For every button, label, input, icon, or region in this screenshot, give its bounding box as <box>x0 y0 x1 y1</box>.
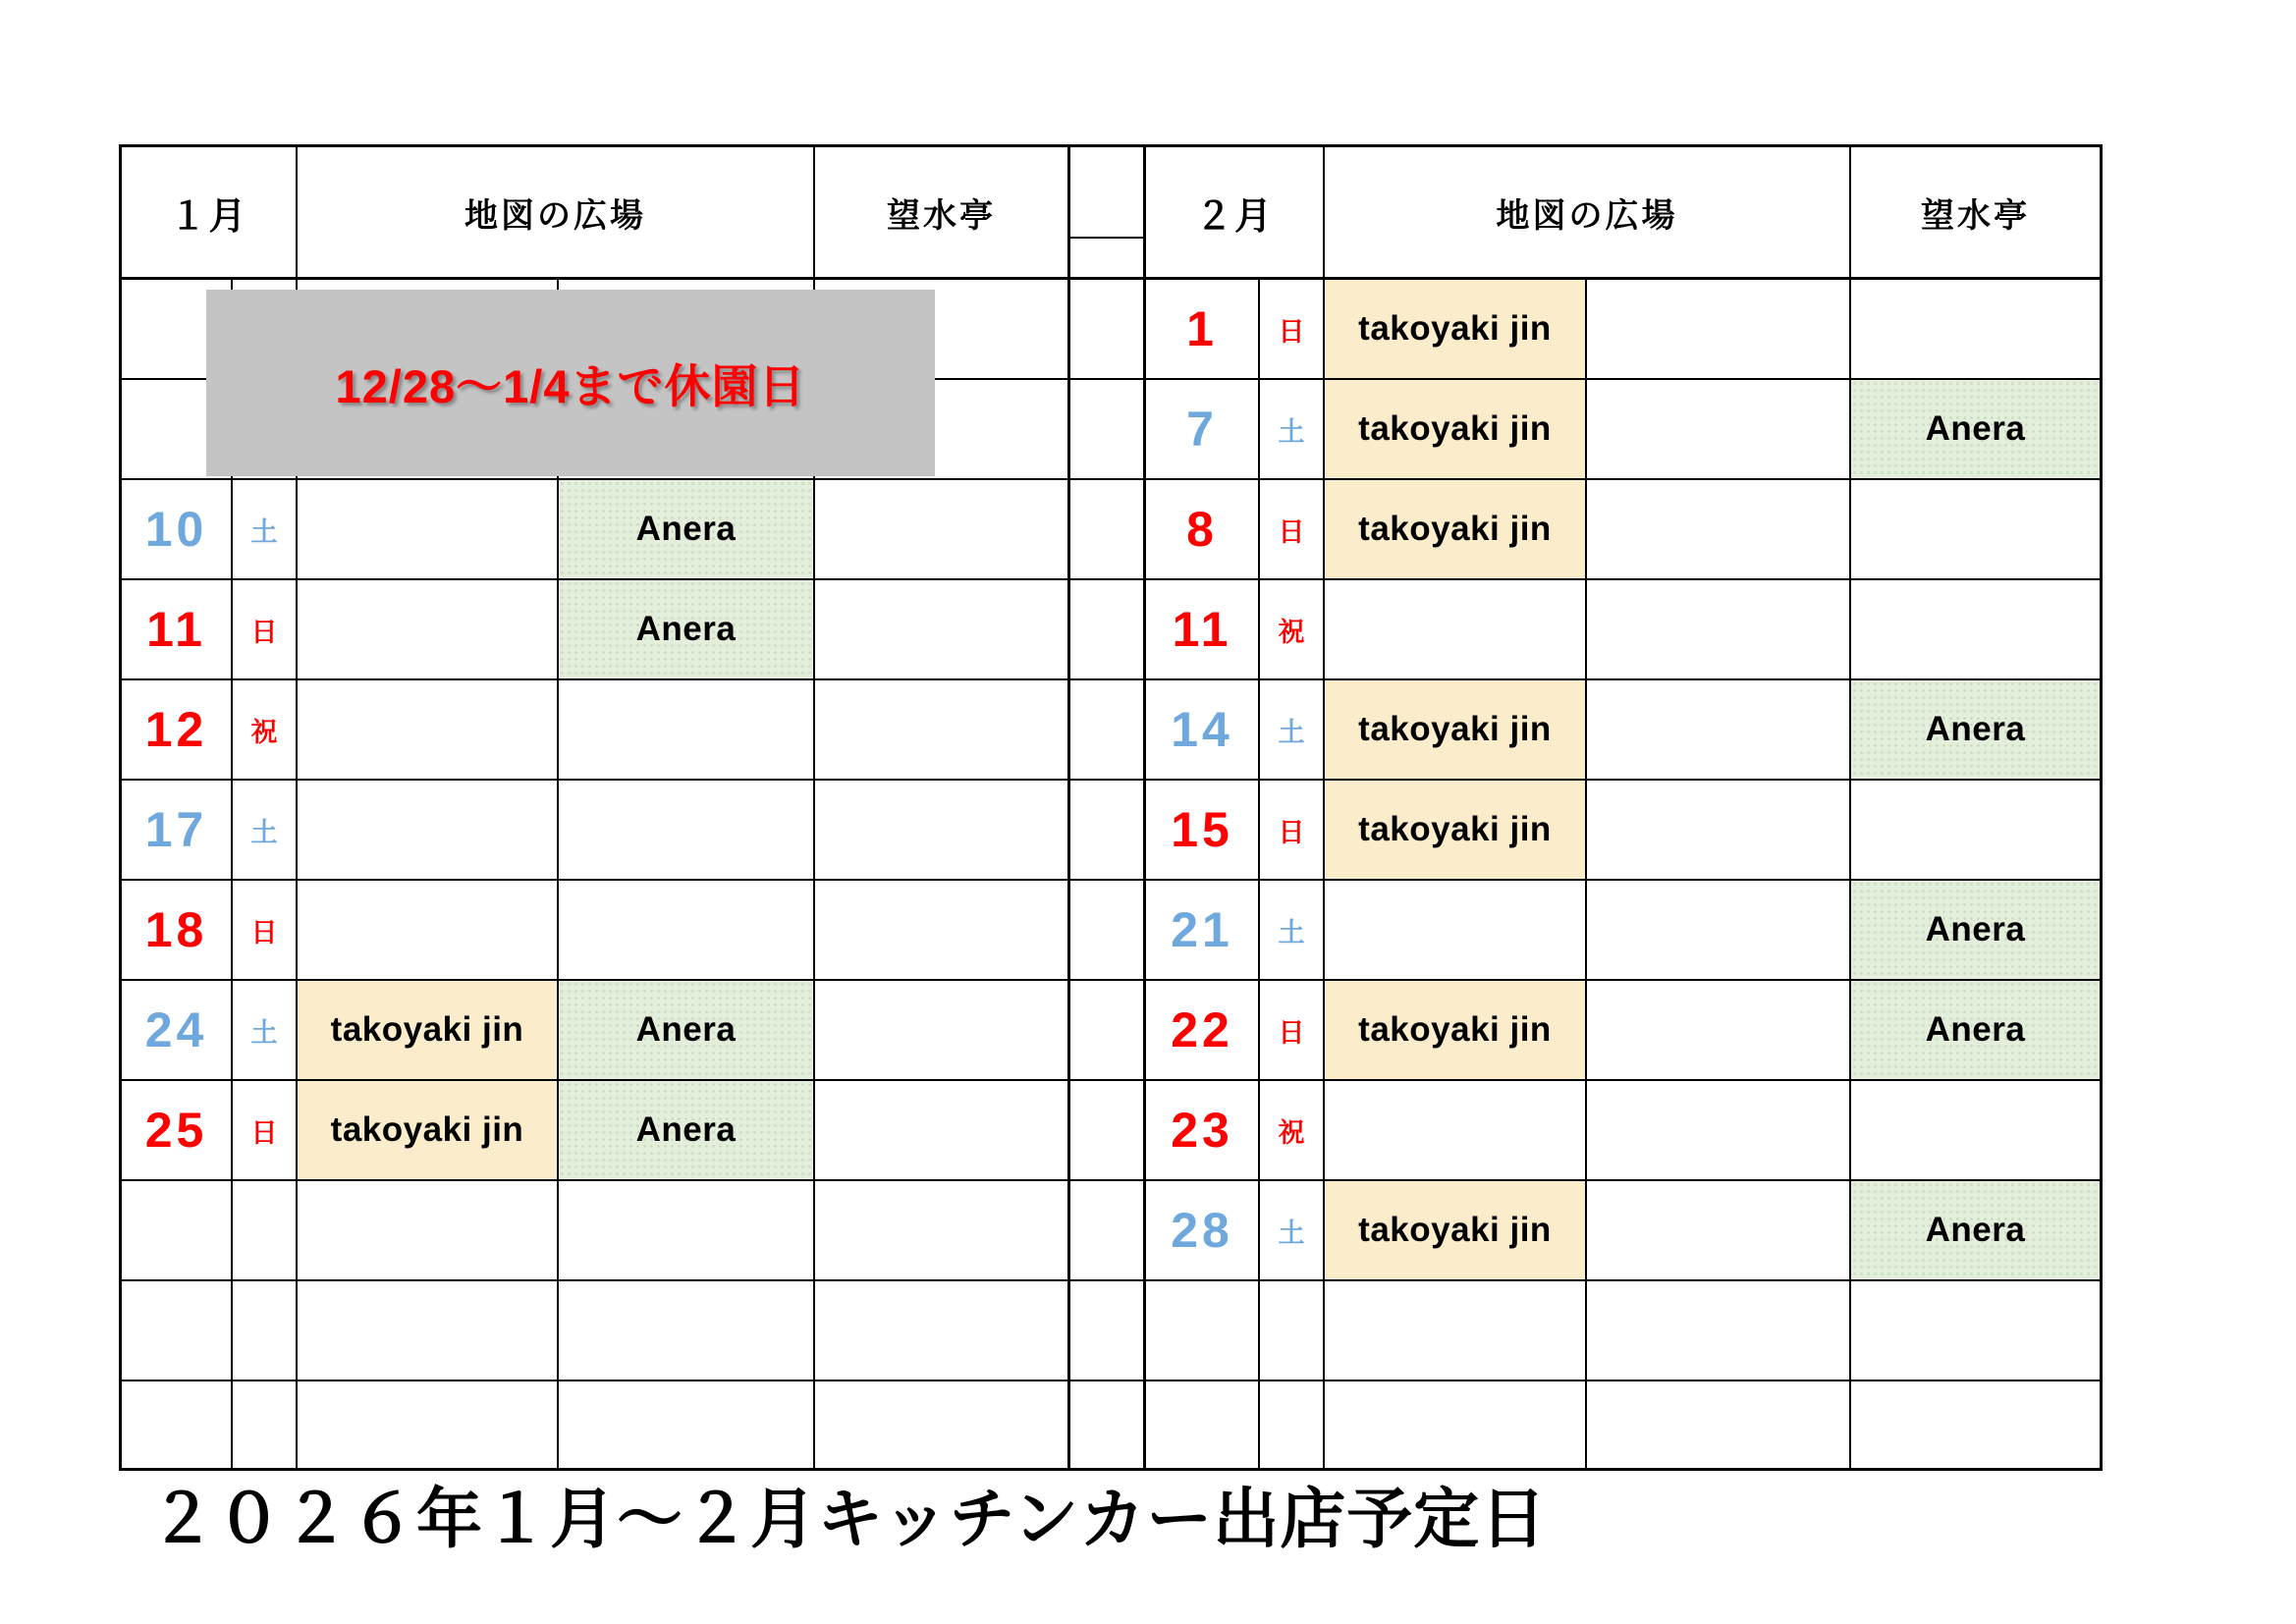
jan-bousui-vendor-cell <box>815 1081 1070 1181</box>
feb-weekday-cell: 日 <box>1260 480 1325 580</box>
feb-plaza-vendor-cell <box>1325 1381 1587 1468</box>
spacer-cell <box>1070 1381 1146 1468</box>
feb-weekday-cell: 土 <box>1260 1181 1325 1281</box>
jan-weekday-cell <box>233 1381 298 1468</box>
jan-bousui-vendor-cell <box>815 881 1070 981</box>
feb-bousui-vendor-cell: Anera <box>1851 680 2100 781</box>
spacer-cell <box>1070 480 1146 580</box>
feb-date-cell: 11 <box>1146 580 1260 680</box>
feb-date-cell <box>1146 1381 1260 1468</box>
left-month-header: １月 <box>122 147 298 280</box>
feb-date-cell: 23 <box>1146 1081 1260 1181</box>
right-plaza-header: 地図の広場 <box>1325 147 1851 280</box>
jan-plaza-vendor-cell-2 <box>559 881 815 981</box>
jan-plaza-vendor-cell-2 <box>559 680 815 781</box>
jan-plaza-vendor-cell <box>298 480 559 580</box>
feb-bousui-vendor-cell: Anera <box>1851 1181 2100 1281</box>
feb-weekday-cell: 祝 <box>1260 580 1325 680</box>
jan-date-cell <box>122 1381 233 1468</box>
feb-date-cell: 1 <box>1146 280 1260 380</box>
feb-plaza-vendor-cell: takoyaki jin <box>1325 981 1587 1081</box>
jan-weekday-cell <box>233 1181 298 1281</box>
spacer-cell <box>1070 380 1146 480</box>
jan-date-cell: 11 <box>122 580 233 680</box>
jan-bousui-vendor-cell <box>815 580 1070 680</box>
spacer-column-header <box>1070 147 1146 280</box>
jan-weekday-cell <box>233 1281 298 1381</box>
feb-plaza-vendor-cell <box>1325 881 1587 981</box>
feb-plaza-vendor-cell: takoyaki jin <box>1325 680 1587 781</box>
jan-plaza-vendor-cell-2: Anera <box>559 1081 815 1181</box>
jan-date-cell: 17 <box>122 781 233 881</box>
feb-plaza-vendor-cell-2 <box>1587 480 1851 580</box>
jan-plaza-vendor-cell <box>298 680 559 781</box>
feb-weekday-cell <box>1260 1381 1325 1468</box>
jan-plaza-vendor-cell <box>298 1181 559 1281</box>
jan-plaza-vendor-cell-2: Anera <box>559 981 815 1081</box>
spacer-cell <box>1070 981 1146 1081</box>
feb-plaza-vendor-cell-2 <box>1587 1181 1851 1281</box>
feb-weekday-cell: 日 <box>1260 981 1325 1081</box>
jan-weekday-cell: 日 <box>233 580 298 680</box>
jan-weekday-cell: 祝 <box>233 680 298 781</box>
feb-plaza-vendor-cell-2 <box>1587 1381 1851 1468</box>
jan-date-cell: 10 <box>122 480 233 580</box>
jan-date-cell: 25 <box>122 1081 233 1181</box>
jan-plaza-vendor-cell-2 <box>559 781 815 881</box>
feb-plaza-vendor-cell: takoyaki jin <box>1325 480 1587 580</box>
spacer-cell <box>1070 1181 1146 1281</box>
jan-plaza-vendor-cell-2 <box>559 1381 815 1468</box>
feb-plaza-vendor-cell-2 <box>1587 981 1851 1081</box>
jan-weekday-cell: 日 <box>233 881 298 981</box>
feb-weekday-cell <box>1260 1281 1325 1381</box>
jan-date-cell: 18 <box>122 881 233 981</box>
feb-date-cell: 28 <box>1146 1181 1260 1281</box>
jan-bousui-vendor-cell <box>815 781 1070 881</box>
feb-weekday-cell: 土 <box>1260 380 1325 480</box>
feb-date-cell: 15 <box>1146 781 1260 881</box>
jan-date-cell <box>122 1181 233 1281</box>
jan-plaza-vendor-cell-2 <box>559 1181 815 1281</box>
jan-bousui-vendor-cell <box>815 480 1070 580</box>
feb-weekday-cell: 日 <box>1260 280 1325 380</box>
jan-bousui-vendor-cell <box>815 680 1070 781</box>
jan-weekday-cell: 土 <box>233 981 298 1081</box>
feb-date-cell: 22 <box>1146 981 1260 1081</box>
feb-plaza-vendor-cell: takoyaki jin <box>1325 1181 1587 1281</box>
left-plaza-header: 地図の広場 <box>298 147 815 280</box>
closure-notice-text: 12/28～1/4まで休園日 <box>335 359 806 412</box>
jan-plaza-vendor-cell-2 <box>559 1281 815 1381</box>
feb-plaza-vendor-cell-2 <box>1587 1081 1851 1181</box>
feb-plaza-vendor-cell: takoyaki jin <box>1325 280 1587 380</box>
right-bousui-header: 望水亭 <box>1851 147 2100 280</box>
feb-date-cell: 7 <box>1146 380 1260 480</box>
jan-date-cell: 12 <box>122 680 233 781</box>
feb-date-cell: 14 <box>1146 680 1260 781</box>
feb-weekday-cell: 土 <box>1260 881 1325 981</box>
jan-plaza-vendor-cell <box>298 781 559 881</box>
jan-plaza-vendor-cell: takoyaki jin <box>298 981 559 1081</box>
jan-plaza-vendor-cell: takoyaki jin <box>298 1081 559 1181</box>
feb-bousui-vendor-cell: Anera <box>1851 981 2100 1081</box>
jan-plaza-vendor-cell <box>298 881 559 981</box>
jan-bousui-vendor-cell <box>815 981 1070 1081</box>
feb-date-cell: 8 <box>1146 480 1260 580</box>
spacer-cell <box>1070 680 1146 781</box>
feb-plaza-vendor-cell-2 <box>1587 781 1851 881</box>
feb-weekday-cell: 祝 <box>1260 1081 1325 1181</box>
jan-weekday-cell: 土 <box>233 781 298 881</box>
spacer-cell <box>1070 781 1146 881</box>
feb-weekday-cell: 日 <box>1260 781 1325 881</box>
feb-plaza-vendor-cell: takoyaki jin <box>1325 781 1587 881</box>
jan-plaza-vendor-cell <box>298 1281 559 1381</box>
spacer-cell <box>1070 1281 1146 1381</box>
jan-bousui-vendor-cell <box>815 1281 1070 1381</box>
feb-bousui-vendor-cell <box>1851 1281 2100 1381</box>
spacer-cell <box>1070 881 1146 981</box>
feb-date-cell: 21 <box>1146 881 1260 981</box>
feb-bousui-vendor-cell <box>1851 781 2100 881</box>
feb-plaza-vendor-cell <box>1325 1281 1587 1381</box>
left-bousui-header: 望水亭 <box>815 147 1070 280</box>
right-month-header: ２月 <box>1146 147 1325 280</box>
feb-bousui-vendor-cell <box>1851 480 2100 580</box>
feb-bousui-vendor-cell <box>1851 280 2100 380</box>
jan-date-cell: 24 <box>122 981 233 1081</box>
feb-plaza-vendor-cell-2 <box>1587 1281 1851 1381</box>
closure-notice-banner <box>206 290 935 476</box>
jan-plaza-vendor-cell <box>298 1381 559 1468</box>
feb-bousui-vendor-cell <box>1851 1081 2100 1181</box>
jan-weekday-cell: 日 <box>233 1081 298 1181</box>
jan-date-cell <box>122 1281 233 1381</box>
jan-bousui-vendor-cell <box>815 1381 1070 1468</box>
jan-weekday-cell: 土 <box>233 480 298 580</box>
feb-bousui-vendor-cell: Anera <box>1851 881 2100 981</box>
feb-plaza-vendor-cell-2 <box>1587 580 1851 680</box>
jan-plaza-vendor-cell <box>298 580 559 680</box>
feb-plaza-vendor-cell <box>1325 1081 1587 1181</box>
spacer-divider-line <box>1070 237 1143 239</box>
feb-plaza-vendor-cell: takoyaki jin <box>1325 380 1587 480</box>
feb-plaza-vendor-cell-2 <box>1587 881 1851 981</box>
spacer-cell <box>1070 580 1146 680</box>
feb-plaza-vendor-cell-2 <box>1587 280 1851 380</box>
feb-bousui-vendor-cell <box>1851 580 2100 680</box>
jan-plaza-vendor-cell-2: Anera <box>559 580 815 680</box>
spacer-cell <box>1070 1081 1146 1181</box>
feb-plaza-vendor-cell <box>1325 580 1587 680</box>
jan-bousui-vendor-cell <box>815 1181 1070 1281</box>
feb-date-cell <box>1146 1281 1260 1381</box>
page-title: ２０２６年１月～２月キッチンカー出店予定日 <box>149 1483 1548 1556</box>
spacer-cell <box>1070 280 1146 380</box>
feb-plaza-vendor-cell-2 <box>1587 680 1851 781</box>
feb-bousui-vendor-cell: Anera <box>1851 380 2100 480</box>
jan-plaza-vendor-cell-2: Anera <box>559 480 815 580</box>
feb-weekday-cell: 土 <box>1260 680 1325 781</box>
feb-bousui-vendor-cell <box>1851 1381 2100 1468</box>
feb-plaza-vendor-cell-2 <box>1587 380 1851 480</box>
